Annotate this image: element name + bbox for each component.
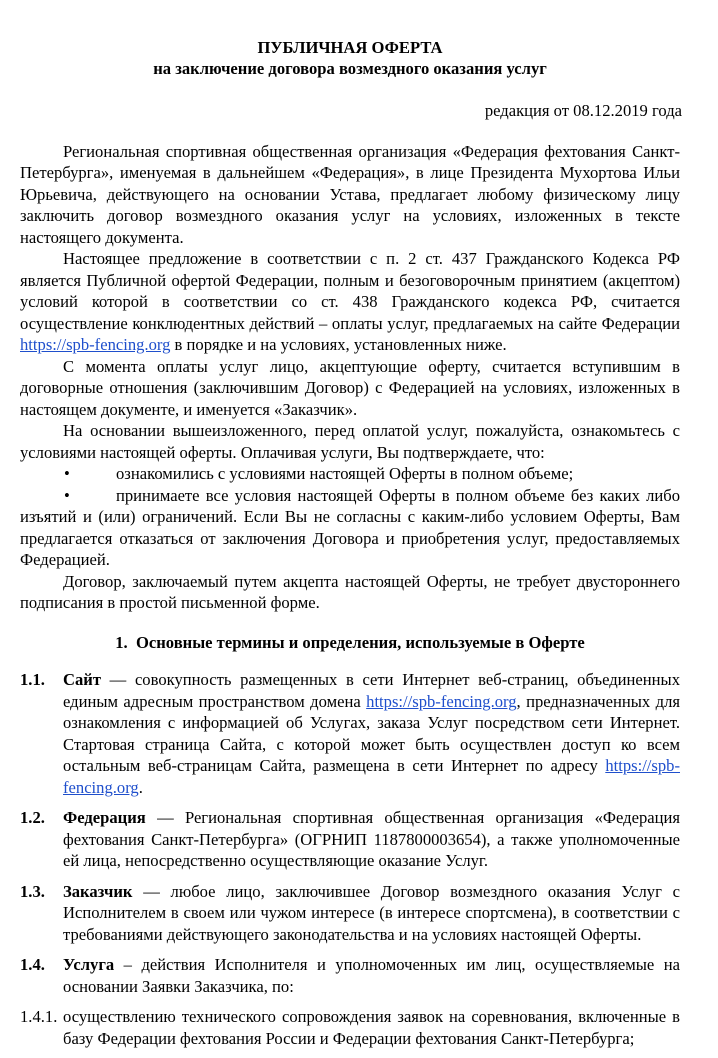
- term-name: Услуга: [63, 955, 115, 974]
- term-item-1-3: [20, 881, 680, 946]
- intro-paragraph-2-text: Настоящее предложение в соответствии с п. 2 ст. 437 Гражданского Кодекса РФ является Публичной офертой Федерации, полным и безоговорочным принятием (акцептом) условий которой в соответствии со ст. 438 Гражданского кодекса РФ, считается осуществление конклюдентных действий – оплаты услуг, предлагаемых на сайте Федерации: [20, 249, 680, 333]
- term-number: 1.2.: [20, 808, 45, 827]
- term-definition: – действия Исполнителя и уполномоченных им лиц, осуществляемые на основании Заявки Заказчика, по:: [63, 955, 680, 996]
- term-number: 1.4.1.: [20, 1007, 58, 1026]
- document-title: ПУБЛИЧНАЯ ОФЕРТА: [257, 38, 443, 57]
- bullet-item-1-text: ознакомились с условиями настоящей Оферты в полном объеме;: [116, 464, 574, 483]
- bullet-icon: •: [64, 485, 70, 505]
- term-definition: — любое лицо, заключившее Договор возмездного оказания Услуг с Исполнителем в своем или чужом интересе (в интересе спортсмена), в соответствии с требованиями действующего законодательства и на условиях настоящей Оферты.: [63, 881, 680, 944]
- intro-paragraph-2-tail: в порядке и на условиях, установленных ниже.: [170, 335, 507, 354]
- bullet-icon: •: [64, 464, 70, 483]
- term-body: [63, 881, 680, 946]
- term-body: [63, 669, 680, 798]
- term-definition: — Региональная спортивная общественная организация «Федерация фехтования Санкт-Петербурга» (ОГРНИП 1187800003654), а также уполномоченные ей лица, непосредственно осуществляющие оказание Услуг.: [63, 808, 680, 870]
- term-body: [63, 807, 680, 872]
- term-name: Федерация: [63, 808, 146, 827]
- site-link[interactable]: https://spb-fencing.org: [20, 335, 171, 354]
- intro-paragraph-5: Договор, заключаемый путем акцепта настоящей Оферты, не требует двустороннего подписания в простой письменной форме.: [20, 571, 680, 612]
- term-definition-end: .: [138, 777, 143, 797]
- bullet-item-2: [20, 485, 680, 571]
- offer-document: [20, 0, 680, 1058]
- term-definition-cont: , предназначенных для ознакомления с информацией об Услугах, заказа Услуг посредством сети Интернет. Стартовая страница Сайта, с которой может быть осуществлен доступ ко всем остальным веб-страницам Сайта, размещена в сети Интернет по адресу: [63, 691, 680, 775]
- term-item-1-4: [20, 954, 680, 997]
- term-definition: — совокупность размещенных в сети Интернет веб-страниц, объединенных единым адресным пространством домена: [63, 670, 680, 711]
- term-name: Сайт: [63, 670, 101, 689]
- term-body: осуществлению технического сопровождения заявок на соревнования, включенные в базу Федерации фехтования России и Федерации фехтования Санкт-Петербурга;: [63, 1007, 680, 1048]
- term-name: Заказчик: [63, 881, 133, 901]
- edition-date: редакция от 08.12.2019 года: [484, 101, 682, 120]
- term-number: 1.4.: [20, 955, 45, 974]
- intro-paragraph-1: Региональная спортивная общественная организация «Федерация фехтования Санкт-Петербурга», именуемая в дальнейшем «Федерация», в лице Президента Мухортова Ильи Юрьевича, действующего на основании Устава, предлагает любому физическому лицу заключить договор возмездного оказания услуг на условиях, изложенных в тексте настоящего документа.: [20, 141, 680, 247]
- start-page-link[interactable]: https://spb-fencing.org: [63, 756, 680, 797]
- term-item-1-4-1: [20, 1006, 680, 1049]
- domain-link[interactable]: https://spb-fencing.org: [366, 691, 517, 711]
- bullet-item-2-text: принимаете все условия настоящей Оферты в полном объеме без каких либо изъятий и (или) ограничений. Если Вы не согласны с каким-либо условием Оферты, Вам предлагается отказаться от заключения Договора и приобретения услуг, предоставляемых Федерацией.: [20, 485, 680, 569]
- term-number: 1.3.: [20, 881, 45, 901]
- term-body: [63, 954, 680, 997]
- section-1-heading: 1. Основные термины и определения, используемые в Оферте: [115, 632, 585, 652]
- document-subtitle: на заключение договора возмездного оказания услуг: [153, 59, 547, 78]
- term-item-1-1: [20, 669, 680, 798]
- intro-paragraph-4: На основании вышеизложенного, перед оплатой услуг, пожалуйста, ознакомьтесь с условиями настоящей оферты. Оплачивая услуги, Вы подтверждаете, что:: [20, 421, 680, 462]
- intro-paragraph-3: С момента оплаты услуг лицо, акцептующие оферту, считается вступившим в договорные отношения (заключившим Договор) с Федерацией на условиях, изложенных в настоящем документе, и именуется «Заказчик».: [20, 356, 680, 419]
- intro-paragraph-2: [20, 248, 680, 356]
- term-item-1-2: [20, 807, 680, 872]
- term-number: 1.1.: [20, 670, 45, 689]
- bullet-item-1: [20, 463, 680, 485]
